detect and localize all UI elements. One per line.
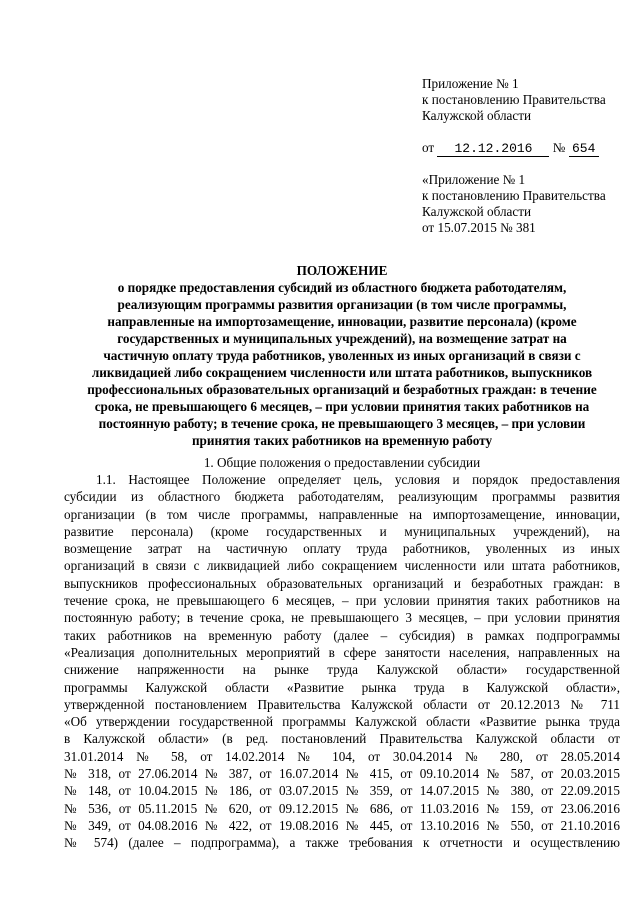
title-heading: ПОЛОЖЕНИЕ [296,263,388,278]
body-line: утвержденной постановлением Правительства Калужской области от 20.12.2013 № 711 [64,696,620,712]
order-date-number [422,140,599,157]
previous-appendix [422,172,606,236]
order-number: 654 [569,142,599,157]
section-heading: 1. Общие положения о предоставлении субсидии [203,455,481,470]
previous-appendix-line: к постановлению Правительства [422,188,606,203]
body-line: выпускников профессиональных образовательных организаций и безработных граждан: в [64,575,620,591]
body-line: снижение напряженности на рынке труда Калужской области» государственной [64,662,620,678]
appendix-header [422,76,606,124]
body-line: возмещение затрат на частичную оплату труда работников, уволенных из иных [64,541,620,557]
title-line: постоянную работу; в течение срока, не превышающего 3 месяцев, – при условии [98,416,586,431]
previous-appendix-line: «Приложение № 1 [422,172,526,187]
body-line: течение срока, не превышающего 6 месяцев, – при условии принятия таких работников на [64,593,620,609]
body-paragraph [64,471,620,852]
title-line: срока, не превышающего 6 месяцев, – при условии принятия таких работников на [94,399,590,414]
title-line: профессиональных образовательных организаций и безработных граждан: в течение [87,382,597,397]
body-line: субсидии из областного бюджета работодателям, реализующим программы развития [64,489,620,505]
body-line: 1.1. Настоящее Положение определяет цель, условия и порядок предоставления [96,472,620,487]
body-line: организаций в связи с ликвидацией либо сокращением численности или штата работников, [64,558,620,574]
document-title [64,262,620,449]
title-line: государственных и муниципальных учреждений), на возмещение затрат на [117,331,567,346]
body-line: № 318, от 27.06.2014 № 387, от 16.07.2014 № 415, от 09.10.2014 № 587, от 20.03.2015 [64,766,620,782]
previous-appendix-line: Калужской области [422,204,532,219]
title-line: о порядке предоставления субсидий из областного бюджета работодателям, [117,280,567,295]
title-line: частичную оплату труда работников, уволенных из иных организаций в связи с [103,348,581,363]
body-line: в Калужской области» (в ред. постановлений Правительства Калужской области от [64,731,620,747]
body-line: № 148, от 10.04.2015 № 186, от 03.07.2015 № 359, от 14.07.2015 № 380, от 22.09.2015 [64,783,620,799]
previous-appendix-line: от 15.07.2015 № 381 [422,220,536,235]
body-line: № 536, от 05.11.2015 № 620, от 09.12.2015 № 686, от 11.03.2016 № 159, от 23.06.2016 [64,800,620,816]
title-line: направленные на импортозамещение, инновации, развитие персонала) (кроме [107,314,577,329]
body-line: таких работников на временную работу (далее – субсидия) в рамках подпрограммы [64,627,620,643]
title-line: принятия таких работников на временную работу [191,433,493,448]
number-prefix: № [552,140,566,155]
appendix-header-line: Калужской области [422,108,532,123]
body-line: «Реализация дополнительных мероприятий в сфере занятости населения, направленных на [64,644,620,660]
order-date: 12.12.2016 [437,142,549,157]
body-line: постоянную работу; в течение срока, не превышающего 3 месяцев, – при условии принятия [64,610,620,626]
date-prefix: от [422,140,435,155]
body-line: № 574) (далее – подпрограмма), а также требования к отчетности и осуществлению [64,835,620,851]
appendix-header-line: Приложение № 1 [422,76,519,91]
title-line: ликвидацией либо сокращением численности или штата работников, выпускников [91,365,593,380]
body-line: 31.01.2014 № 58, от 14.02.2014 № 104, от 30.04.2014 № 280, от 28.05.2014 [64,748,620,764]
appendix-header-line: к постановлению Правительства [422,92,606,107]
body-line: развитие персонала) (кроме государственных и муниципальных учреждений), на [64,523,620,539]
body-line: организации (в том числе программы, направленные на импортозамещение, инновации, [64,506,620,522]
body-line: программы Калужской области «Развитие рынка труда в Калужской области», [64,679,620,695]
body-line: «Об утверждении государственной программы Калужской области «Развитие рынка труда [64,714,620,730]
title-line: реализующим программы развития организации (в том числе программы, [117,297,567,312]
body-line: № 349, от 04.08.2016 № 422, от 19.08.2016 № 445, от 13.10.2016 № 550, от 21.10.2016 [64,817,620,833]
